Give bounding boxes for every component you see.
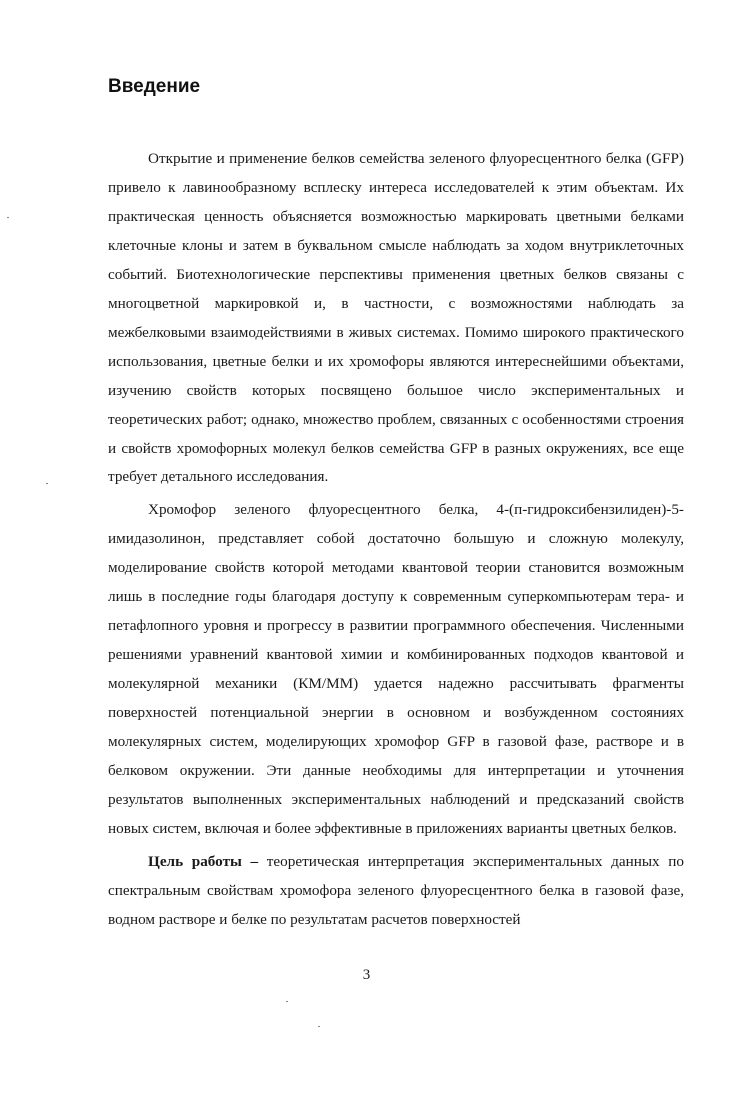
page-number: 3 [362,967,371,983]
scan-speck [7,217,9,218]
scan-speck [46,483,48,484]
goal-lead: Цель работы – [148,852,259,870]
paragraph-text: Открытие и применение белков семейства зеленого флуоресцентного белка (GFP) привело к лавинообразному всплеску интереса исследователей к этим объектам. Их практическая ценность объясняется возможностью маркировать цветными белками клеточные клоны и затем в буквальном смысле наблюдать за ходом внутриклеточных событий. Биотехнологические перспективы применения цветных белков связаны с многоцветной маркировкой и, в частности, с возможностями наблюдать за межбелковыми взаимодействиями в живых системах. Помимо широкого практического использования, цветные белки и их хромофоры являются интереснейшими объектами, изучению свойств которых посвящено большое число экспериментальных и теоретических работ; однако, множество проблем, связанных с особенностями строения и свойств хромофорных молекул белков семейства GFP в разных окружениях, все еще требует детального исследования. [108,150,684,486]
scan-speck [286,1001,288,1002]
body-text [108,145,684,935]
scan-speck [318,1026,320,1027]
paragraph-text: Хромофор зеленого флуоресцентного белка, 4-(п-гидроксибензилиден)-5-имидазолинон, представляет собой достаточно большую и сложную молекулу, моделирование свойств которой методами квантовой теории становится возможным лишь в последние годы благодаря доступу к современным суперкомпьютерам тера- и петафлопного уровня и прогрессу в развитии программного обеспечения. Численными решениями уравнений квантовой химии и комбинированных подходов квантовой и молекулярной механики (КМ/ММ) удается надежно рассчитывать фрагменты поверхностей потенциальной энергии в основном и возбужденном состояниях молекулярных систем, моделирующих хромофор GFP в газовой фазе, растворе и в белковом окружении. Эти данные необходимы для интерпретации и уточнения результатов выполненных экспериментальных наблюдений и предсказаний свойств новых систем, включая и более эффективные в приложениях варианты цветных белков. [108,501,684,837]
paragraph-intro [108,145,684,492]
section-heading: Введение [108,76,201,97]
paragraph-goal [108,848,684,935]
paragraph-text: теоретическая интерпретация экспериментальных данных по спектральным свойствам хромофора зеленого флуоресцентного белка в газовой фазе, водном растворе и белке по результатам расчетов поверхностей [108,852,684,928]
paragraph-chromophore [108,496,684,843]
